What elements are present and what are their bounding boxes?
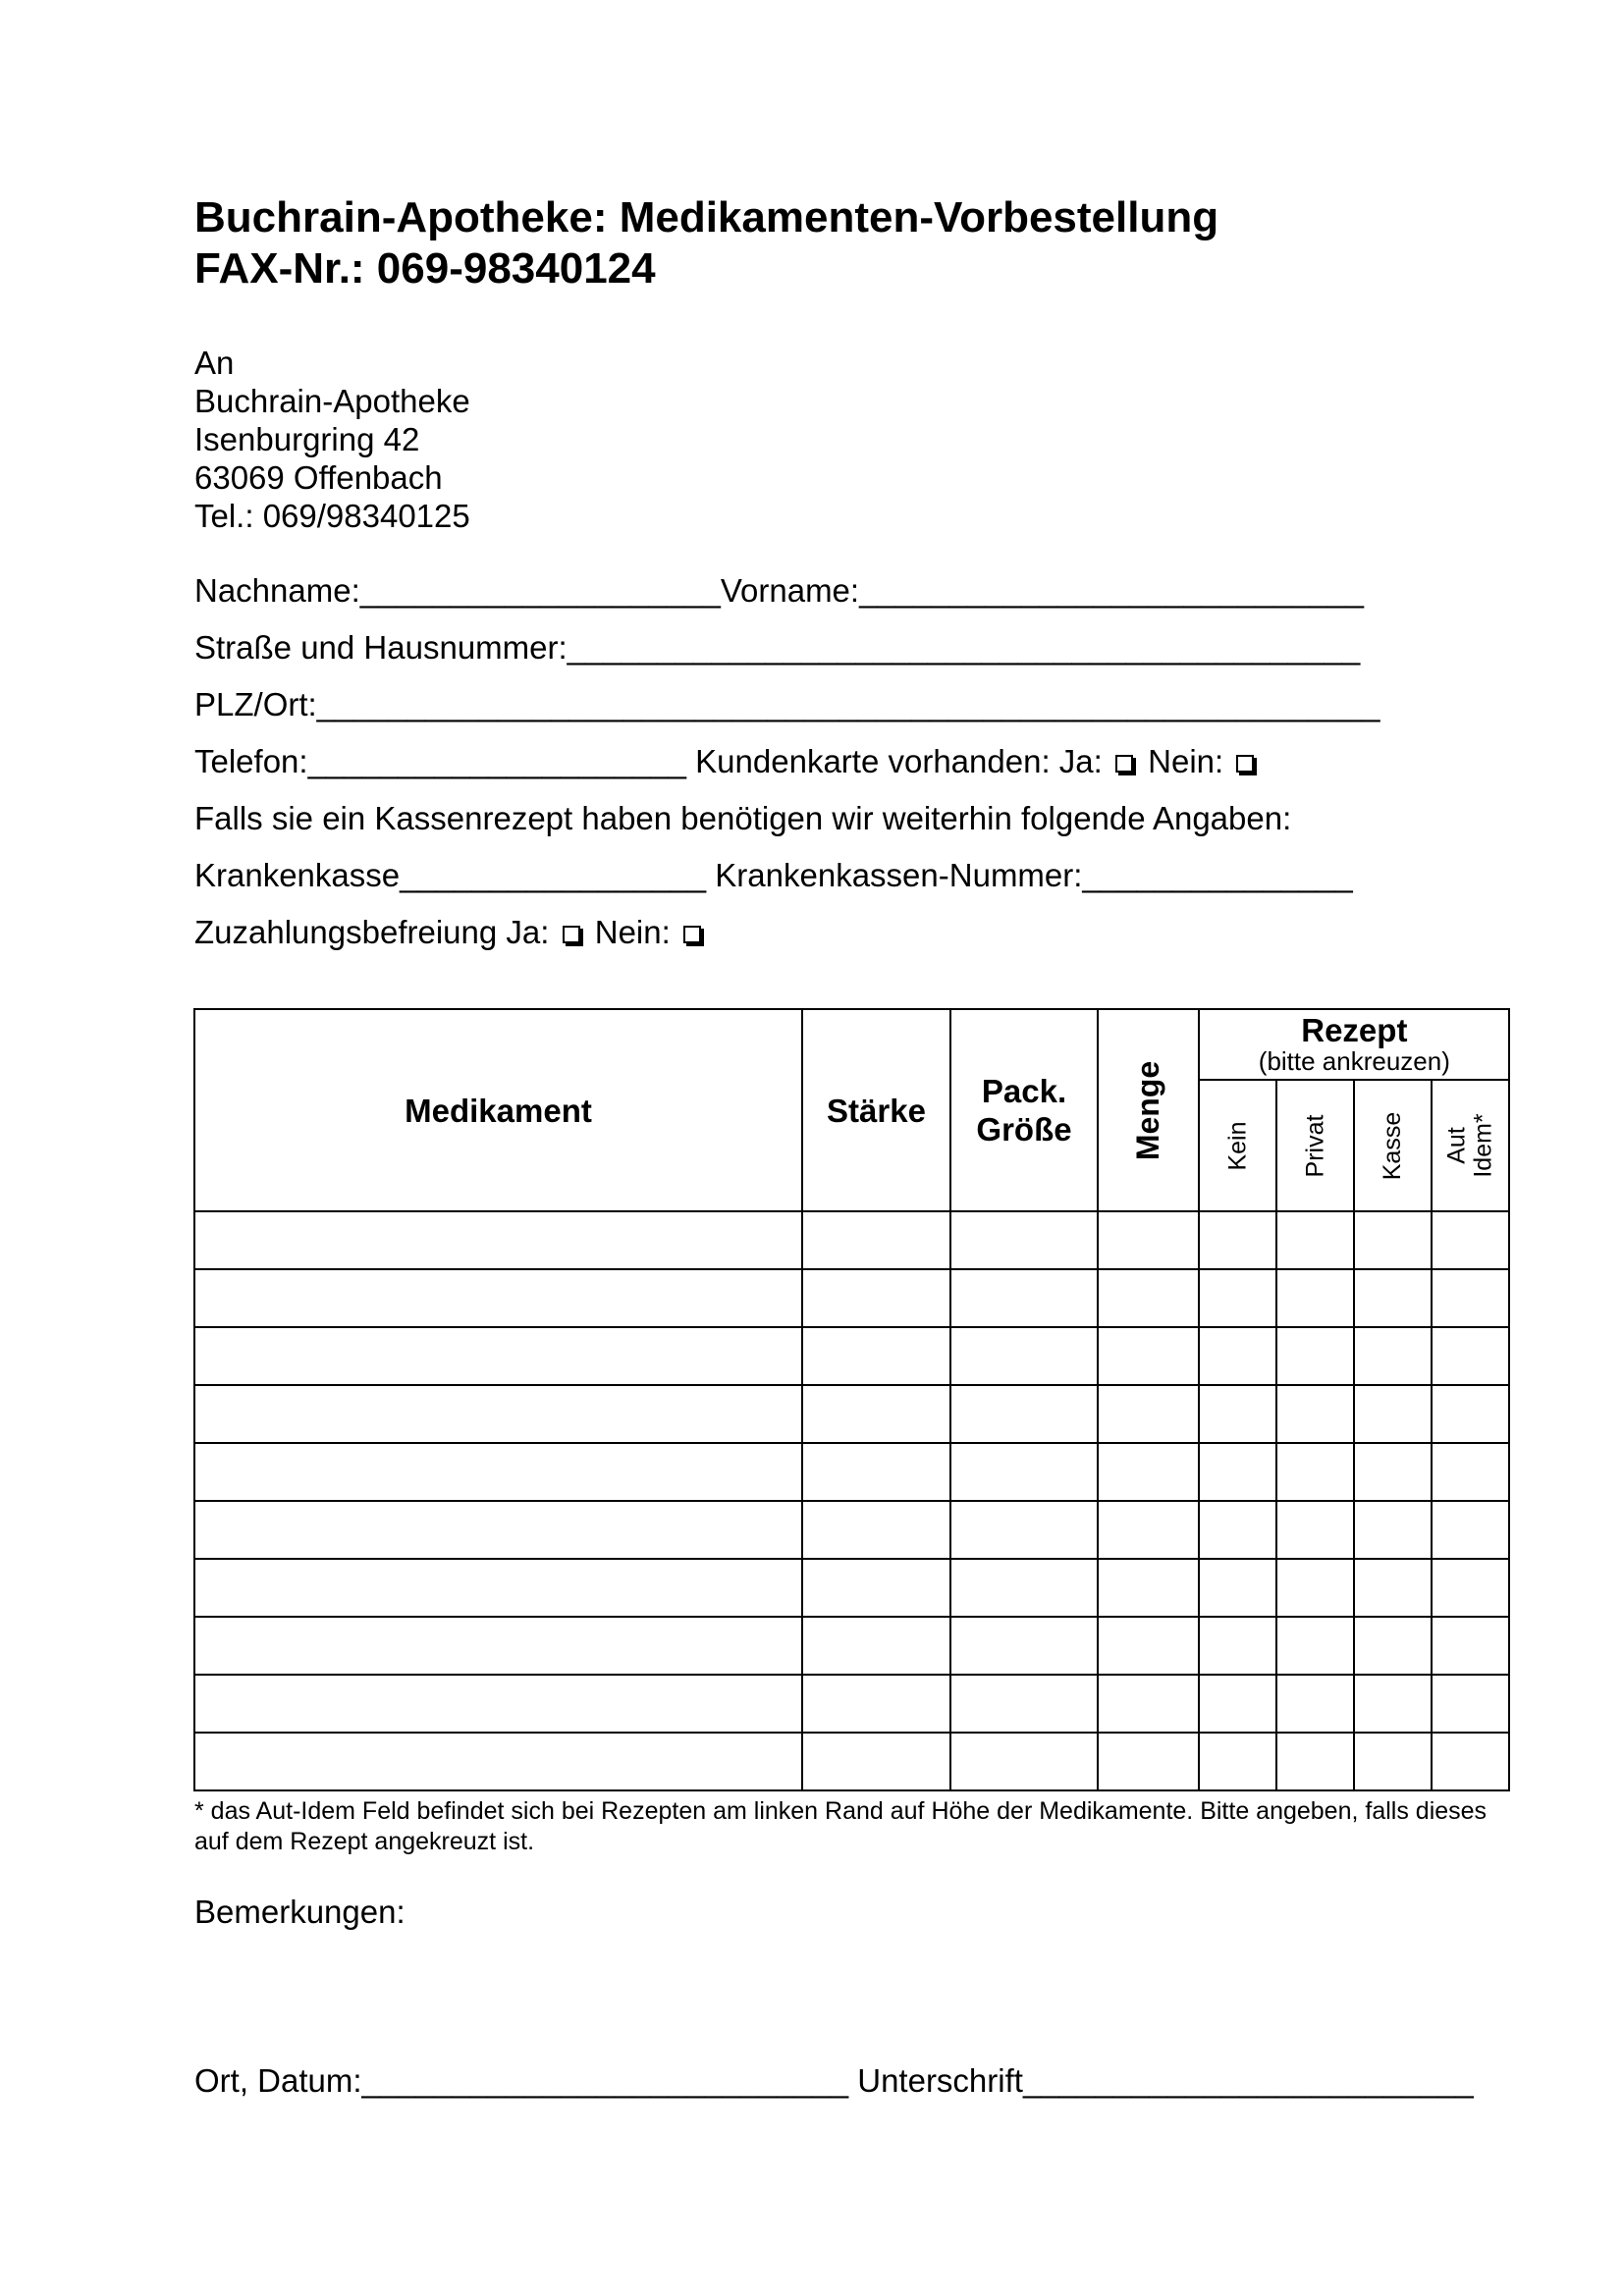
header-kein <box>1199 1080 1276 1211</box>
checkbox-icon[interactable] <box>1115 755 1133 773</box>
cell-medikament[interactable] <box>194 1269 802 1327</box>
cell-aut-idem[interactable] <box>1432 1443 1509 1501</box>
kundenkarte-label: Kundenkarte vorhanden: Ja: <box>695 743 1103 779</box>
cell-aut-idem[interactable] <box>1432 1211 1509 1269</box>
table-row <box>194 1501 1509 1559</box>
cell-pack-groesse[interactable] <box>950 1617 1098 1675</box>
table-row <box>194 1327 1509 1385</box>
cell-kasse[interactable] <box>1354 1327 1432 1385</box>
krankenkassen-nummer-field[interactable]: Krankenkassen-Nummer:_______________ <box>715 857 1353 893</box>
bemerkungen-label: Bemerkungen: <box>194 1894 406 1930</box>
checkbox-icon[interactable] <box>683 926 701 943</box>
header-aut-idem <box>1432 1080 1509 1211</box>
vorname-field[interactable]: Vorname:____________________________ <box>720 572 1364 609</box>
cell-privat[interactable] <box>1276 1443 1354 1501</box>
cell-staerke[interactable] <box>802 1269 950 1327</box>
cell-menge[interactable] <box>1098 1617 1199 1675</box>
table-row <box>194 1385 1509 1443</box>
cell-pack-groesse[interactable] <box>950 1675 1098 1733</box>
header-kein-label: Kein <box>1223 1120 1252 1171</box>
table-row <box>194 1443 1509 1501</box>
document-title: Buchrain-Apotheke: Medikamenten-Vorbestellung <box>194 193 1219 241</box>
zuzahlung-line <box>194 913 707 952</box>
cell-aut-idem[interactable] <box>1432 1327 1509 1385</box>
header-aut-idem-label <box>1444 1113 1497 1177</box>
cell-medikament[interactable] <box>194 1327 802 1385</box>
cell-medikament[interactable] <box>194 1443 802 1501</box>
address-city: 63069 Offenbach <box>194 459 443 496</box>
cell-staerke[interactable] <box>802 1501 950 1559</box>
cell-pack-groesse[interactable] <box>950 1559 1098 1617</box>
cell-pack-groesse[interactable] <box>950 1385 1098 1443</box>
zuzahlung-nein-label: Nein: <box>594 914 671 950</box>
header-kasse <box>1354 1080 1432 1211</box>
cell-kasse[interactable] <box>1354 1617 1432 1675</box>
cell-kein[interactable] <box>1199 1327 1276 1385</box>
cell-kasse[interactable] <box>1354 1733 1432 1790</box>
cell-pack-groesse[interactable] <box>950 1327 1098 1385</box>
cell-aut-idem[interactable] <box>1432 1559 1509 1617</box>
cell-staerke[interactable] <box>802 1211 950 1269</box>
cell-kasse[interactable] <box>1354 1269 1432 1327</box>
cell-kein[interactable] <box>1199 1269 1276 1327</box>
cell-medikament[interactable] <box>194 1501 802 1559</box>
cell-staerke[interactable] <box>802 1559 950 1617</box>
table-row <box>194 1211 1509 1269</box>
cell-kasse[interactable] <box>1354 1385 1432 1443</box>
cell-kasse[interactable] <box>1354 1443 1432 1501</box>
cell-medikament[interactable] <box>194 1675 802 1733</box>
table-row <box>194 1617 1509 1675</box>
cell-kein[interactable] <box>1199 1385 1276 1443</box>
header-pack-line1: Pack. <box>981 1073 1067 1109</box>
recipient-address <box>194 344 470 535</box>
checkbox-icon[interactable] <box>563 926 580 943</box>
cell-staerke[interactable] <box>802 1675 950 1733</box>
cell-menge[interactable] <box>1098 1327 1199 1385</box>
cell-staerke[interactable] <box>802 1443 950 1501</box>
cell-menge[interactable] <box>1098 1675 1199 1733</box>
header-pack-line2: Größe <box>976 1111 1072 1148</box>
cell-medikament[interactable] <box>194 1559 802 1617</box>
table-row <box>194 1733 1509 1790</box>
cell-staerke[interactable] <box>802 1385 950 1443</box>
fax-number: FAX-Nr.: 069-98340124 <box>194 244 656 293</box>
cell-privat[interactable] <box>1276 1617 1354 1675</box>
cell-pack-groesse[interactable] <box>950 1211 1098 1269</box>
address-phone: Tel.: 069/98340125 <box>194 498 470 534</box>
address-name: Buchrain-Apotheke <box>194 383 470 419</box>
aut-idem-line1: Aut <box>1442 1127 1471 1164</box>
cell-privat[interactable] <box>1276 1501 1354 1559</box>
cell-medikament[interactable] <box>194 1617 802 1675</box>
nachname-field[interactable]: Nachname:____________________ <box>194 572 721 609</box>
name-line <box>194 571 1364 611</box>
kassenrezept-note: Falls sie ein Kassenrezept haben benötigen wir weiterhin folgende Angaben: <box>194 800 1292 836</box>
cell-pack-groesse[interactable] <box>950 1443 1098 1501</box>
cell-kein[interactable] <box>1199 1211 1276 1269</box>
cell-aut-idem[interactable] <box>1432 1269 1509 1327</box>
cell-pack-groesse[interactable] <box>950 1733 1098 1790</box>
cell-privat[interactable] <box>1276 1211 1354 1269</box>
header-staerke: Stärke <box>802 1009 950 1211</box>
cell-privat[interactable] <box>1276 1327 1354 1385</box>
aut-idem-line2: Idem* <box>1469 1113 1497 1178</box>
cell-menge[interactable] <box>1098 1501 1199 1559</box>
cell-kein[interactable] <box>1199 1617 1276 1675</box>
cell-kein[interactable] <box>1199 1733 1276 1790</box>
table-row <box>194 1675 1509 1733</box>
plz-ort-field[interactable]: PLZ/Ort:___________________________________________________________ <box>194 686 1380 722</box>
table-row <box>194 1269 1509 1327</box>
header-menge <box>1098 1009 1199 1211</box>
header-rezept <box>1199 1009 1509 1080</box>
kundenkarte-nein-label: Nein: <box>1148 743 1224 779</box>
cell-menge[interactable] <box>1098 1385 1199 1443</box>
strasse-field[interactable]: Straße und Hausnummer:____________________________________________ <box>194 629 1361 666</box>
rezept-title: Rezept <box>1301 1012 1408 1048</box>
cell-aut-idem[interactable] <box>1432 1385 1509 1443</box>
footnote: * das Aut-Idem Feld befindet sich bei Rezepten am linken Rand auf Höhe der Medikamente. Bitte angeben, falls dieses auf dem Rezept angekreuzt ist. <box>194 1797 1488 1855</box>
rezept-subtitle: (bitte ankreuzen) <box>1258 1046 1450 1076</box>
cell-privat[interactable] <box>1276 1385 1354 1443</box>
cell-medikament[interactable] <box>194 1385 802 1443</box>
cell-aut-idem[interactable] <box>1432 1501 1509 1559</box>
header-pack-groesse <box>950 1009 1098 1211</box>
table-row <box>194 1559 1509 1617</box>
cell-staerke[interactable] <box>802 1733 950 1790</box>
address-to: An <box>194 345 235 381</box>
cell-staerke[interactable] <box>802 1617 950 1675</box>
cell-menge[interactable] <box>1098 1269 1199 1327</box>
cell-privat[interactable] <box>1276 1675 1354 1733</box>
header-privat-label: Privat <box>1301 1114 1329 1177</box>
cell-kein[interactable] <box>1199 1443 1276 1501</box>
checkbox-icon[interactable] <box>1236 755 1254 773</box>
cell-medikament[interactable] <box>194 1733 802 1790</box>
telefon-line <box>194 742 1260 781</box>
cell-medikament[interactable] <box>194 1211 802 1269</box>
cell-aut-idem[interactable] <box>1432 1617 1509 1675</box>
cell-privat[interactable] <box>1276 1269 1354 1327</box>
address-street: Isenburgring 42 <box>194 421 420 457</box>
telefon-field[interactable]: Telefon:_____________________ <box>194 743 686 779</box>
signature-line <box>194 2061 1474 2101</box>
cell-kasse[interactable] <box>1354 1559 1432 1617</box>
cell-kein[interactable] <box>1199 1675 1276 1733</box>
krankenkasse-line <box>194 856 1353 895</box>
cell-aut-idem[interactable] <box>1432 1675 1509 1733</box>
cell-kasse[interactable] <box>1354 1211 1432 1269</box>
zuzahlung-label: Zuzahlungsbefreiung Ja: <box>194 914 550 950</box>
cell-privat[interactable] <box>1276 1559 1354 1617</box>
unterschrift-field[interactable]: Unterschrift_________________________ <box>857 2062 1474 2099</box>
cell-kein[interactable] <box>1199 1501 1276 1559</box>
cell-menge[interactable] <box>1098 1733 1199 1790</box>
cell-pack-groesse[interactable] <box>950 1501 1098 1559</box>
cell-kasse[interactable] <box>1354 1675 1432 1733</box>
cell-menge[interactable] <box>1098 1443 1199 1501</box>
header-kasse-label: Kasse <box>1379 1111 1407 1180</box>
cell-privat[interactable] <box>1276 1733 1354 1790</box>
cell-pack-groesse[interactable] <box>950 1269 1098 1327</box>
krankenkasse-field[interactable]: Krankenkasse_________________ <box>194 857 707 893</box>
header-menge-label: Menge <box>1130 1060 1166 1160</box>
cell-menge[interactable] <box>1098 1559 1199 1617</box>
cell-kasse[interactable] <box>1354 1501 1432 1559</box>
header-medikament: Medikament <box>194 1009 802 1211</box>
cell-staerke[interactable] <box>802 1327 950 1385</box>
ort-datum-field[interactable]: Ort, Datum:___________________________ <box>194 2062 849 2099</box>
cell-aut-idem[interactable] <box>1432 1733 1509 1790</box>
medication-table <box>193 1008 1510 1791</box>
cell-kein[interactable] <box>1199 1559 1276 1617</box>
header-privat <box>1276 1080 1354 1211</box>
cell-menge[interactable] <box>1098 1211 1199 1269</box>
